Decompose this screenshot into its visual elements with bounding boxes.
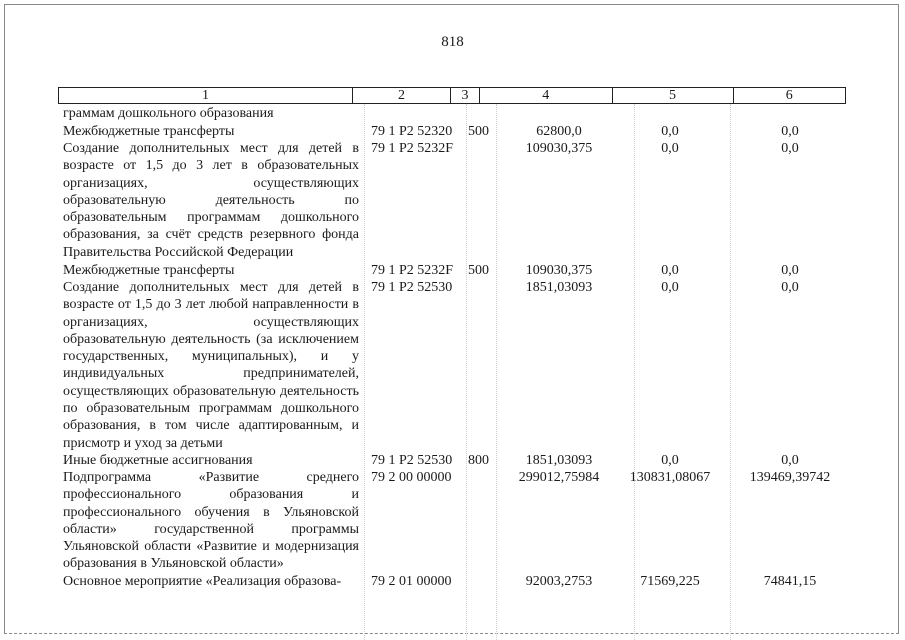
- row-expense-type: 500: [468, 263, 489, 278]
- row-name: Создание дополнительных мест для детей в возрасте от 1,5 до 3 лет любой направленности в организациях, осуществляющих образовательную деятельность (за исключением государственных, муниципальных), и у индивидуальных предпринимателей, осуществляющих образовательную деятельность по образовательным программам дошкольного образования, в том числе адаптированным, и присмотр и уход за детьми: [63, 280, 359, 451]
- row-code: 79 1 P2 52530: [371, 280, 453, 295]
- column-divider: [496, 104, 497, 640]
- row-code: 79 2 01 00000: [371, 574, 452, 589]
- column-divider: [730, 104, 731, 640]
- row-value-6: 139469,39742: [749, 470, 831, 485]
- column-divider: [634, 104, 635, 640]
- page-number: 818: [441, 34, 464, 50]
- column-header-5: 5: [613, 88, 734, 103]
- row-code: 79 2 00 00000: [371, 470, 452, 485]
- row-code: 79 1 P2 52530: [371, 453, 453, 468]
- column-header-4: 4: [480, 88, 613, 103]
- row-value-6: 74841,15: [763, 574, 817, 589]
- column-header-1: 1: [59, 88, 353, 103]
- row-expense-type: 800: [468, 453, 489, 468]
- row-expense-type: 500: [468, 124, 489, 139]
- row-name: Межбюджетные трансферты: [63, 263, 235, 278]
- row-name: Основное мероприятие «Реализация образова-: [63, 574, 342, 589]
- row-value-4: 62800,0: [536, 124, 582, 139]
- row-name: Подпрограмма «Развитие среднего профессионального образования и профессионального обучения в Ульяновской области» государственной программы Ульяновской области «Развитие и модернизация образования в Ульяновской области»: [63, 470, 359, 572]
- row-value-5: 0,0: [661, 280, 679, 295]
- table-header: [58, 87, 846, 104]
- row-name: Межбюджетные трансферты: [63, 124, 235, 139]
- row-name: граммам дошкольного образования: [63, 106, 274, 121]
- column-header-3: 3: [451, 88, 480, 103]
- column-divider: [364, 104, 365, 640]
- row-name: Иные бюджетные ассигнования: [63, 453, 253, 468]
- row-value-5: 0,0: [661, 263, 679, 278]
- row-value-5: 130831,08067: [629, 470, 711, 485]
- row-value-6: 0,0: [781, 141, 799, 156]
- row-value-4: 1851,03093: [525, 280, 593, 295]
- row-value-6: 0,0: [781, 263, 799, 278]
- column-header-2: 2: [353, 88, 451, 103]
- column-header-6: 6: [785, 88, 793, 103]
- row-value-5: 71569,225: [640, 574, 700, 589]
- row-value-4: 109030,375: [525, 263, 593, 278]
- row-value-4: 109030,375: [525, 141, 593, 156]
- row-value-4: 299012,75984: [518, 470, 600, 485]
- row-value-5: 0,0: [661, 141, 679, 156]
- row-code: 79 1 P2 5232F: [371, 141, 454, 156]
- row-value-4: 92003,2753: [525, 574, 593, 589]
- row-name: Создание дополнительных мест для детей в возрасте от 1,5 до 3 лет в образовательных организациях, осуществляющих образовательную деятельность по образовательным программам дошкольного образования, за счёт средств резервного фонда Правительства Российской Федерации: [63, 141, 359, 260]
- row-value-6: 0,0: [781, 453, 799, 468]
- row-code: 79 1 P2 52320: [371, 124, 453, 139]
- row-code: 79 1 P2 5232F: [371, 263, 454, 278]
- row-value-4: 1851,03093: [525, 453, 593, 468]
- row-value-5: 0,0: [661, 453, 679, 468]
- row-value-6: 0,0: [781, 280, 799, 295]
- row-value-5: 0,0: [661, 124, 679, 139]
- row-value-6: 0,0: [781, 124, 799, 139]
- column-divider: [466, 104, 467, 640]
